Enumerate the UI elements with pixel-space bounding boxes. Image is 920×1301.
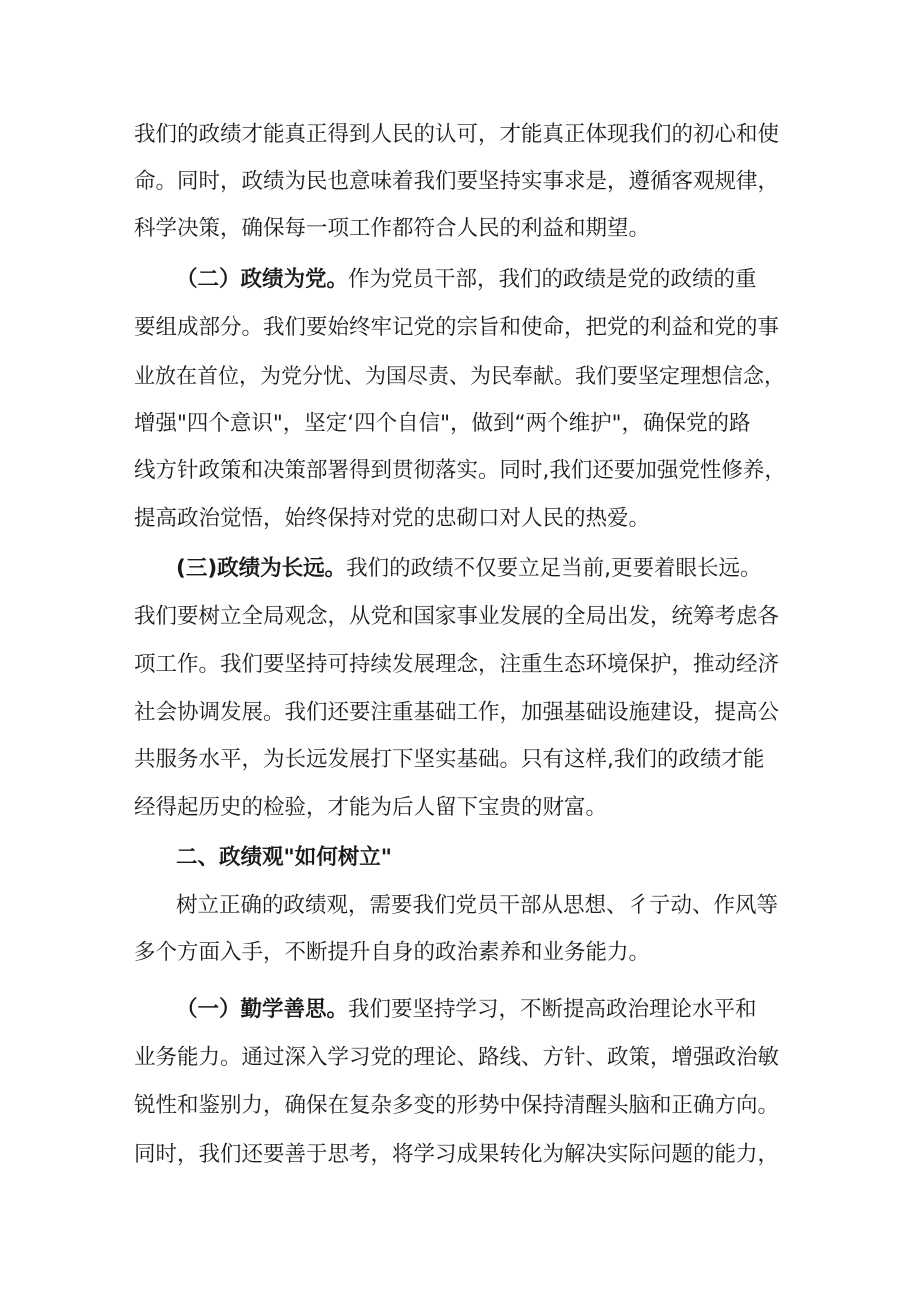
subheading-label: (三)政绩为长远。 [176, 556, 347, 581]
text-line [134, 402, 794, 446]
text-line [134, 449, 794, 493]
subheading-label: （二）政绩为党。 [176, 267, 349, 292]
text-line [134, 595, 794, 639]
text-line [134, 354, 794, 398]
section-heading [176, 836, 794, 880]
text-line [134, 306, 794, 350]
text-run: 我们的政绩才能真正得到人民的认可，才能真正体现我们的初心和使 [134, 122, 780, 147]
text-line [134, 207, 794, 251]
subheading-label: （一）勤学善思。 [176, 997, 349, 1022]
text-run: 作为党员干部，我们的政绩是党的政绩的重 [348, 267, 757, 292]
text-run: 树立正确的政绩观，需要我们党员干部从思想、彳亍动、作风等 [176, 893, 779, 918]
subheading-line [176, 988, 794, 1032]
text-run: 项工作。我们要坚持可持续发展理念，注重生态环境保护，推动经济 [134, 652, 780, 677]
subheading-line [176, 547, 794, 591]
text-run: 业务能力。通过深入学习党的理论、路线、方针、政策，增强政治敏 [134, 1045, 780, 1070]
text-run: 我们要树立全局观念，从党和国家事业发展的全局出发，统筹考虑各 [134, 604, 780, 629]
text-line [134, 497, 794, 541]
text-run: 增强"四个意识"，坚定‘四个自信"，做到“两个维护"，确保党的路 [134, 411, 751, 436]
text-line [134, 1036, 794, 1080]
text-line [134, 691, 794, 735]
text-run: 线方针政策和决策部署得到贯彻落实。同时,我们还要加强党性修养， [134, 458, 786, 483]
text-run: 提高政治觉悟，始终保持对党的忠砌口对人民的热爱。 [134, 506, 651, 531]
text-run: 共服务水平，为长远发展打下坚实基础。只有这样,我们的政绩才能 [134, 747, 765, 772]
text-run: 命。同时，政绩为民也意味着我们要坚持实事求是，遵循客观规律， [134, 169, 780, 194]
text-line [134, 1133, 794, 1177]
text-line [134, 1084, 794, 1128]
text-run: 同时，我们还要善于思考，将学习成果转化为解决实际问题的能力， [134, 1142, 780, 1167]
text-run: 社会协调发展。我们还要注重基础工作，加强基础设施建设，提高公 [134, 700, 780, 725]
text-run: 业放在首位，为党分忧、为国尽责、为民奉献。我们要坚定理想信念， [134, 364, 785, 388]
section-heading-text: 二、政绩观"如何树立" [176, 845, 392, 870]
text-line [134, 113, 794, 157]
text-line [134, 738, 794, 782]
text-run: 锐性和鉴别力，确保在复杂多变的形势中保持清醒头脑和正确方向。 [134, 1093, 780, 1118]
text-run: 我们要坚持学习，不断提高政治理论水平和 [348, 997, 757, 1022]
text-line [134, 786, 794, 830]
text-line [134, 160, 794, 204]
text-line [134, 643, 794, 687]
text-run: 要组成部分。我们要始终牢记党的宗旨和使命，把党的利益和党的事 [134, 315, 780, 340]
text-run: 经得起历史的检验，才能为后人留下宝贵的财富。 [134, 795, 608, 820]
text-run: 多个方面入手，不断提升自身的政治素养和业务能力。 [134, 940, 651, 965]
subheading-line [176, 258, 794, 302]
text-run: 科学决策，确保每一项工作都符合人民的利益和期望。 [134, 216, 651, 241]
text-line [134, 931, 794, 975]
text-line [176, 884, 794, 928]
text-run: 我们的政绩不仅要立足当前,更要着眼长远。 [346, 556, 762, 581]
